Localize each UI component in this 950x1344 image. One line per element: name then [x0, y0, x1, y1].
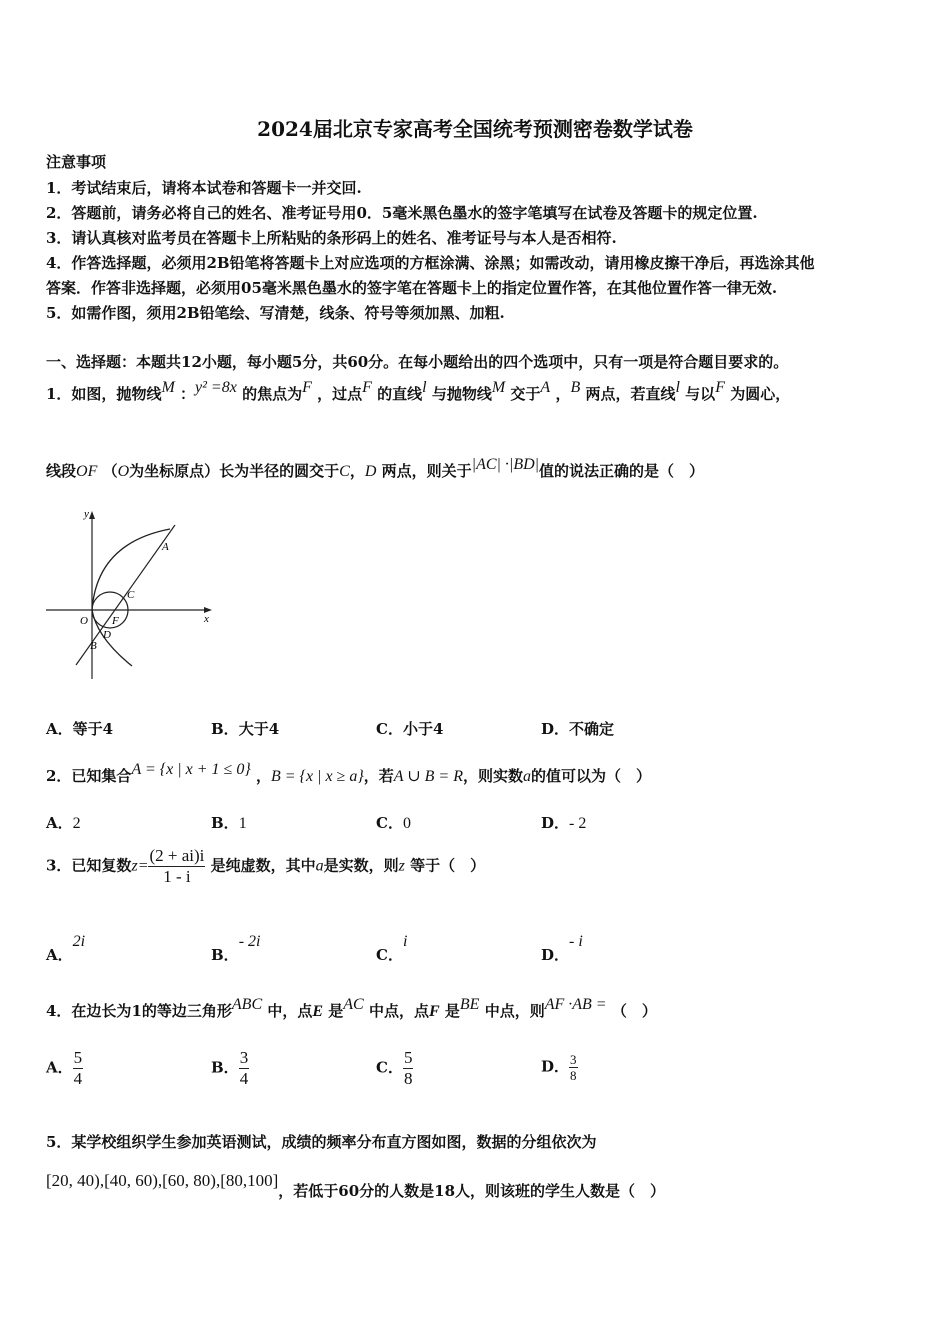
q1-option-c[interactable]: C．小于4: [376, 720, 444, 738]
figure-label-a: A: [162, 541, 169, 553]
q3-option-a[interactable]: A．2i: [46, 933, 86, 964]
note-item-2: 2．答题前，请务必将自己的姓名、准考证号用0．5毫米黑色墨水的签字笔填写在试卷及答题卡的规定位置.: [46, 204, 758, 222]
q4-option-a[interactable]: A． $\frac{5}{4}$: [46, 1048, 83, 1088]
q1-option-a[interactable]: A．等于4: [46, 720, 114, 738]
note-item-4-cont: 答案．作答非选择题，必须用05毫米黑色墨水的签字笔在答题卡上的指定位置作答，在其他位置作答一律无效.: [46, 279, 778, 297]
question-3: 3．已知复数z= $\frac{(2 + ai)i}{1 - i}$ 是纯虚数，其中a是实数，则z 等于（ ）: [46, 846, 486, 886]
figure-label-b: B: [90, 640, 97, 652]
figure-label-d: D: [103, 629, 111, 641]
q1-option-b[interactable]: B．大于4: [211, 720, 280, 738]
figure-label-x: x: [204, 613, 209, 625]
q4-option-b[interactable]: B． $\frac{3}{4}$: [211, 1048, 249, 1088]
notes-heading: 注意事项: [46, 153, 107, 171]
q3-option-c[interactable]: C．i: [376, 933, 408, 964]
figure-label-c: C: [127, 589, 135, 601]
figure-label-y: y: [84, 508, 89, 520]
q3-option-d[interactable]: D．- i: [541, 933, 583, 964]
note-item-3: 3．请认真核对监考员在答题卡上所粘贴的条形码上的姓名、准考证号与本人是否相符.: [46, 229, 617, 247]
question-4: 4．在边长为1的等边三角形ABC 中，点E 是AC 中点，点F 是BE 中点，则AF ·AB = （ ）: [46, 996, 657, 1020]
parabola-figure: [42, 503, 222, 683]
question-2: 2．已知集合A = {x | x + 1 ≤ 0} ，B = {x | x ≥ a}，若A ∪ B = R，则实数a的值可以为（ ）: [46, 761, 651, 785]
q3-option-b[interactable]: B．- 2i: [211, 933, 261, 964]
question-5-line-1: 5．某学校组织学生参加英语测试，成绩的频率分布直方图如图，数据的分组依次为: [46, 1133, 597, 1151]
q2-option-a[interactable]: A．2: [46, 814, 81, 832]
page-title: 2024届北京专家高考全国统考预测密卷数学试卷: [257, 117, 693, 141]
note-item-5: 5．如需作图，须用2B铅笔绘、写清楚，线条、符号等须加黑、加粗.: [46, 304, 505, 322]
q2-option-d[interactable]: D．- 2: [541, 814, 587, 832]
note-item-1: 1．考试结束后，请将本试卷和答题卡一并交回.: [46, 179, 362, 197]
section-heading: 一、选择题：本题共12小题，每小题5分，共60分。在每小题给出的四个选项中，只有一项是符合题目要求的。: [46, 353, 789, 371]
question-1-line-1: 1．如图，抛物线M ：y² =8x 的焦点为F ，过点F 的直线l 与抛物线M 交于A ，B 两点，若直线l 与以F 为圆心，: [46, 379, 791, 403]
question-5-line-2: [20, 40),[40, 60),[60, 80),[80,100]，若低于60分的人数是18人，则该班的学生人数是（ ）: [46, 1171, 666, 1200]
q4-option-d[interactable]: D． $\frac{3}{8}$: [541, 1052, 577, 1083]
figure-label-f: F: [112, 615, 119, 627]
q2-option-b[interactable]: B．1: [211, 814, 247, 832]
q1-option-d[interactable]: D．不确定: [541, 720, 615, 738]
note-item-4: 4．作答选择题，必须用2B铅笔将答题卡上对应选项的方框涂满、涂黑；如需改动，请用橡皮擦干净后，再选涂其他: [46, 254, 815, 272]
question-1-line-2: 线段OF （O为坐标原点）长为半径的圆交于C，D 两点，则关于|AC| ·|BD|值的说法正确的是（ ）: [46, 456, 705, 480]
figure-label-o: O: [80, 615, 88, 627]
q2-option-c[interactable]: C．0: [376, 814, 411, 832]
q3-fraction: $\frac{(2 + ai)i}{1 - i}$: [149, 846, 205, 886]
q4-option-c[interactable]: C． $\frac{5}{8}$: [376, 1048, 413, 1088]
